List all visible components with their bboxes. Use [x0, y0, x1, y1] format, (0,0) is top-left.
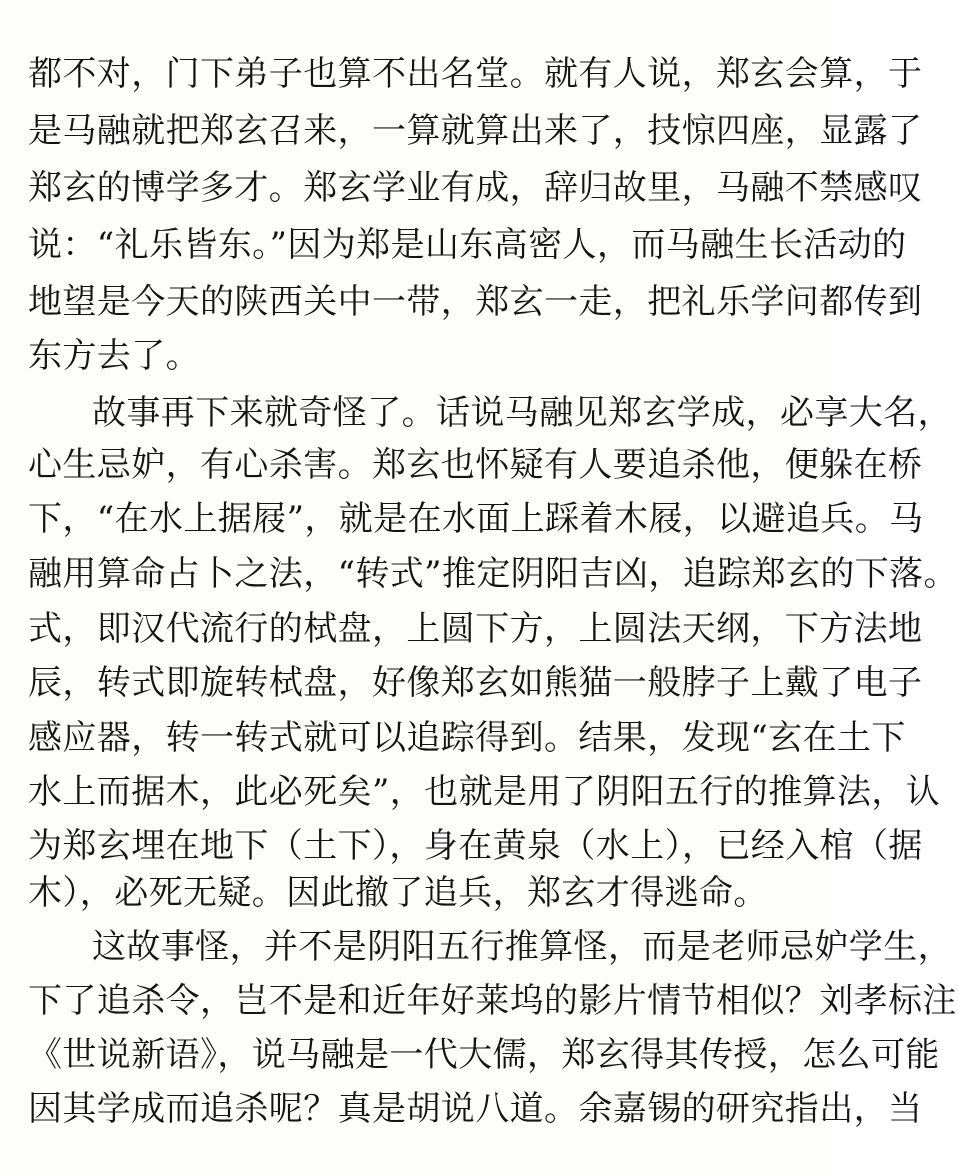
text-line-5: 地望是今天的陕西关中一带，郑玄一走，把礼乐学问都传到 — [28, 282, 923, 322]
text-line-9: 下，“在水上据屐”，就是在水面上踩着木屐，以避追兵。马 — [28, 499, 924, 539]
text-line-8: 心生忌妒，有心杀害。郑玄也怀疑有人要追杀他，便躲在桥 — [28, 445, 923, 485]
text-line-20: 因其学成而追杀呢？真是胡说八道。余嘉锡的研究指出，当 — [28, 1089, 923, 1129]
text-line-3: 郑玄的博学多才。郑玄学业有成，辞归故里，马融不禁感叹 — [28, 168, 923, 208]
text-line-14: 水上而据木，此必死矣”，也就是用了阴阳五行的推算法，认 — [28, 772, 941, 812]
text-line-15: 为郑玄埋在地下（土下），身在黄泉（水上），已经入棺（据 — [28, 826, 923, 866]
text-line-17: 这故事怪，并不是阴阳五行推算怪，而是老师忌妒学生， — [92, 927, 952, 967]
text-line-2: 是马融就把郑玄召来，一算就算出来了，技惊四座，显露了 — [28, 111, 923, 151]
text-line-6: 东方去了。 — [28, 336, 200, 376]
text-line-12: 辰，转式即旋转栻盘，好像郑玄如熊猫一般脖子上戴了电子 — [28, 663, 923, 703]
text-line-4: 说：“礼乐皆东。”因为郑是山东高密人，而马融生长活动的 — [28, 225, 907, 265]
text-line-11: 式，即汉代流行的栻盘，上圆下方，上圆法天纲，下方法地 — [28, 609, 923, 649]
text-line-10: 融用算命占卜之法，“转式”推定阴阳吉凶，追踪郑玄的下落。 — [28, 554, 958, 594]
text-line-18: 下了追杀令，岂不是和近年好莱坞的影片情节相似？刘孝标注 — [28, 981, 957, 1021]
text-line-16: 木），必死无疑。因此撤了追兵，郑玄才得逃命。 — [28, 873, 768, 913]
text-line-1: 都不对，门下弟子也算不出名堂。就有人说，郑玄会算，于 — [28, 54, 923, 94]
text-line-13: 感应器，转一转式就可以追踪得到。结果，发现“玄在土下 — [28, 718, 906, 758]
text-line-7: 故事再下来就奇怪了。话说马融见郑玄学成，必享大名， — [92, 393, 952, 433]
text-line-19: 《世说新语》，说马融是一代大儒，郑玄得其传授，怎么可能 — [28, 1035, 940, 1075]
